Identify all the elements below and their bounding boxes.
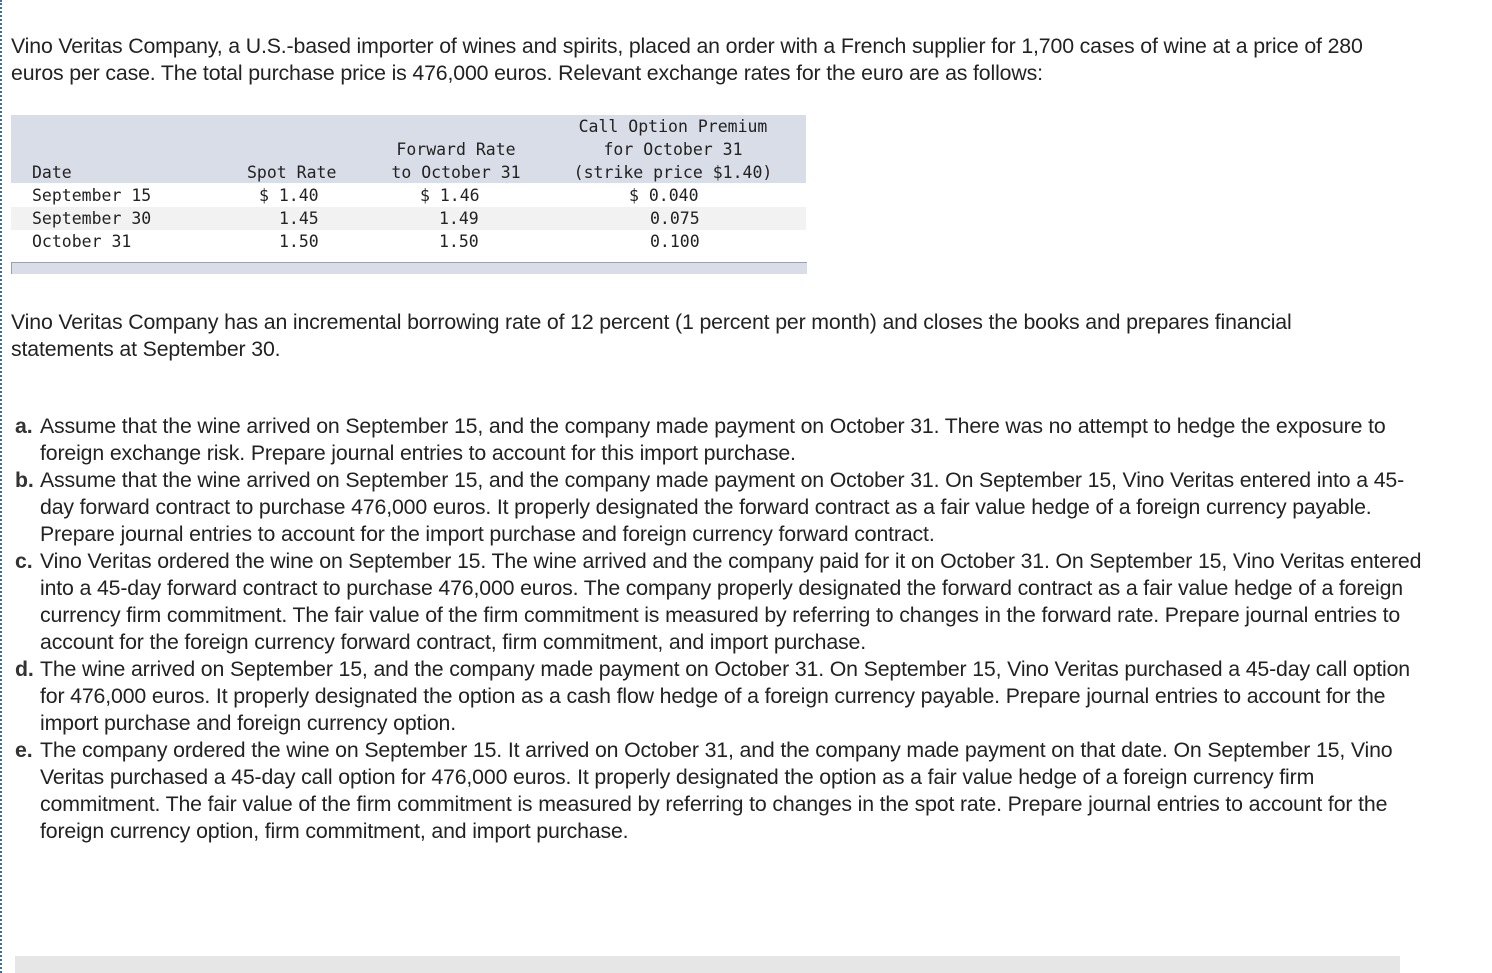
row-forward: 1.49 bbox=[439, 209, 479, 228]
part-letter: a. bbox=[15, 414, 33, 438]
header-forward-line1: Forward Rate bbox=[396, 140, 516, 159]
borrowing-paragraph: Vino Veritas Company has an incremental borrowing rate of 12 percent (1 percent per month) and closes the books and prepares financial statements at September 30. bbox=[11, 310, 1292, 361]
header-call-line1: Call Option Premium bbox=[578, 117, 768, 136]
row-spot: 1.50 bbox=[279, 232, 319, 251]
row-date: October 31 bbox=[32, 232, 132, 251]
row-date: September 30 bbox=[32, 209, 152, 228]
question-parts-list bbox=[15, 413, 1425, 845]
row-premium: $ 0.040 bbox=[629, 186, 699, 205]
header-date: Date bbox=[32, 163, 72, 182]
row-date: September 15 bbox=[32, 186, 152, 205]
header-forward-line2: to October 31 bbox=[391, 163, 521, 182]
row-premium: 0.075 bbox=[650, 209, 700, 228]
header-call-line2: for October 31 bbox=[603, 140, 743, 159]
part-a bbox=[15, 413, 1425, 467]
part-text: Assume that the wine arrived on September 15, and the company made payment on October 31. On September 15, Vino Veritas entered into a 45-day forward contract to purchase 476,000 euros. It properly designated the forward contract as a fair value hedge of a foreign currency payable. Prepare journal entries to account for the import purchase and foreign currency forward contract. bbox=[40, 468, 1405, 546]
header-call-line3: (strike price $1.40) bbox=[573, 163, 773, 182]
row-spot: $ 1.40 bbox=[259, 186, 319, 205]
part-d bbox=[15, 656, 1425, 737]
row-forward: $ 1.46 bbox=[420, 186, 480, 205]
part-text: Vino Veritas ordered the wine on September 15. The wine arrived and the company paid for it on October 31. On September 15, Vino Veritas entered into a 45-day forward contract to purchase 476,000 euros. The company properly designated the forward contract as a fair value hedge of a foreign currency firm commitment. The fair value of the firm commitment is measured by referring to changes in the forward rate. Prepare journal entries to account for the foreign currency forward contract, firm commitment, and import purchase. bbox=[40, 549, 1422, 654]
part-letter: e. bbox=[15, 738, 33, 762]
part-letter: b. bbox=[15, 468, 34, 492]
part-text: Assume that the wine arrived on September 15, and the company made payment on October 31. There was no attempt to hedge the exposure to foreign exchange risk. Prepare journal entries to account for this import purchase. bbox=[40, 414, 1386, 465]
row-spot: 1.45 bbox=[279, 209, 319, 228]
row-forward: 1.50 bbox=[439, 232, 479, 251]
part-text: The wine arrived on September 15, and the company made payment on October 31. On September 15, Vino Veritas purchased a 45-day call option for 476,000 euros. It properly designated the option as a cash flow hedge of a foreign currency payable. Prepare journal entries to account for the import purchase and foreign currency option. bbox=[40, 657, 1410, 735]
exchange-rate-table bbox=[11, 115, 806, 273]
header-spot-rate: Spot Rate bbox=[247, 163, 337, 182]
intro-paragraph: Vino Veritas Company, a U.S.-based importer of wines and spirits, placed an order with a French supplier for 1,700 cases of wine at a price of 280 euros per case. The total purchase price is 476,000 euros. Relevant exchange rates for the euro are as follows: bbox=[11, 34, 1363, 85]
part-b bbox=[15, 467, 1425, 548]
row-premium: 0.100 bbox=[650, 232, 700, 251]
part-e bbox=[15, 737, 1425, 845]
part-text: The company ordered the wine on September 15. It arrived on October 31, and the company made payment on that date. On September 15, Vino Veritas purchased a 45-day call option for 476,000 euros. It properly designated the option as a fair value hedge of a foreign currency firm commitment. The fair value of the firm commitment is measured by referring to changes in the spot rate. Prepare journal entries to account for the foreign currency option, firm commitment, and import purchase. bbox=[40, 738, 1393, 843]
left-dotted-border bbox=[0, 0, 2, 973]
part-letter: d. bbox=[15, 657, 34, 681]
borrowing-section bbox=[11, 309, 1431, 363]
problem-text bbox=[11, 33, 1431, 87]
part-letter: c. bbox=[15, 549, 33, 573]
table-footer-band bbox=[11, 262, 807, 274]
part-c bbox=[15, 548, 1425, 656]
answer-area-bar bbox=[15, 956, 1400, 973]
